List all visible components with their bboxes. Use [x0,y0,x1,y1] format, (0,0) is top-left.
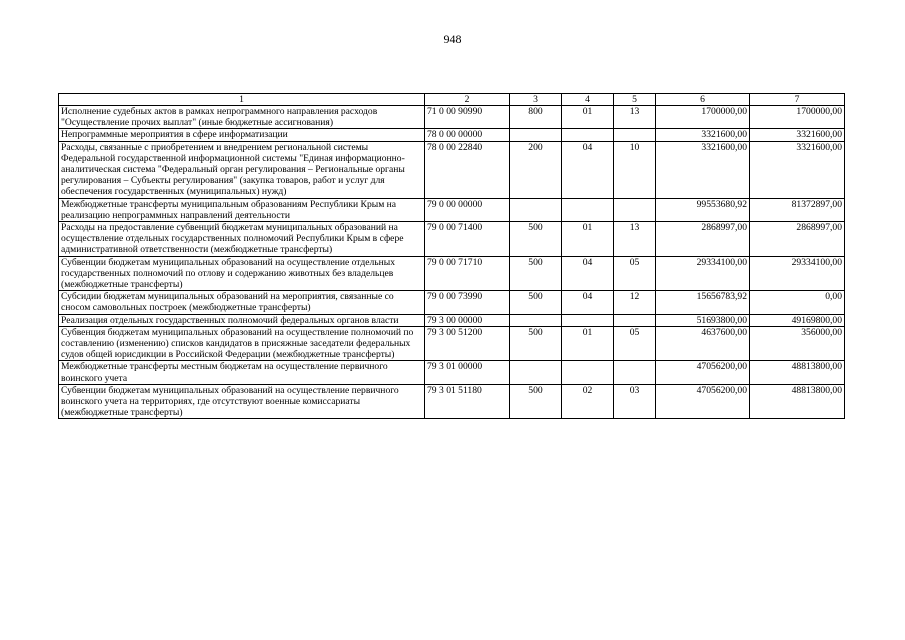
amount-year1-cell: 99553680,92 [656,198,750,221]
amount-year1-cell: 1700000,00 [656,106,750,129]
amount-year2-cell: 3321600,00 [750,141,845,198]
amount-year1-cell: 47056200,00 [656,361,750,384]
expense-type-cell [510,361,562,384]
subsection-cell: 12 [614,291,656,314]
expense-name-cell: Расходы, связанные с приобретением и внедрением региональной системы Федеральной государственной информационной системы "Единая информационно-аналитическая система "Федеральный орган регулирования – Региональные органы регулирования – Субъекты регулирования" (закупка товаров, работ и услуг для обеспечения государственных (муниципальных) нужд) [59,141,425,198]
section-cell: 01 [562,222,614,257]
subsection-cell: 05 [614,326,656,361]
target-code-cell: 78 0 00 22840 [425,141,510,198]
table-header [59,94,845,106]
header-cell-2: 2 [425,94,510,106]
target-code-cell: 78 0 00 00000 [425,129,510,141]
section-cell: 02 [562,384,614,419]
expense-type-cell: 500 [510,222,562,257]
table-row [59,326,845,361]
expense-name-cell: Исполнение судебных актов в рамках непрограммного направления расходов "Осуществление прочих выплат" (иные бюджетные ассигнования) [59,106,425,129]
expense-type-cell: 500 [510,256,562,291]
expense-name-cell: Межбюджетные трансферты местным бюджетам на осуществление первичного воинского учета [59,361,425,384]
target-code-cell: 79 3 00 51200 [425,326,510,361]
table-row [59,361,845,384]
header-row [59,94,845,106]
table-row [59,314,845,326]
amount-year2-cell: 356000,00 [750,326,845,361]
amount-year2-cell: 3321600,00 [750,129,845,141]
table-row [59,129,845,141]
subsection-cell: 10 [614,141,656,198]
target-code-cell: 79 0 00 73990 [425,291,510,314]
expense-name-cell: Расходы на предоставление субвенций бюджетам муниципальных образований на осуществление отдельных государственных полномочий Республики Крым в сфере административной ответственности (межбюджетные трансферты) [59,222,425,257]
expense-type-cell: 200 [510,141,562,198]
header-cell-6: 6 [656,94,750,106]
section-cell [562,361,614,384]
header-cell-4: 4 [562,94,614,106]
section-cell [562,198,614,221]
header-cell-5: 5 [614,94,656,106]
table-row [59,141,845,198]
table-row [59,106,845,129]
expense-type-cell: 500 [510,291,562,314]
amount-year2-cell: 29334100,00 [750,256,845,291]
amount-year2-cell: 2868997,00 [750,222,845,257]
target-code-cell: 79 0 00 71400 [425,222,510,257]
subsection-cell: 05 [614,256,656,291]
section-cell: 04 [562,141,614,198]
subsection-cell [614,129,656,141]
amount-year2-cell: 1700000,00 [750,106,845,129]
expense-name-cell: Субсидии бюджетам муниципальных образований на мероприятия, связанные со сносом самовольных построек (межбюджетные трансферты) [59,291,425,314]
subsection-cell [614,198,656,221]
expense-name-cell: Непрограммные мероприятия в сфере информатизации [59,129,425,141]
target-code-cell: 79 0 00 71710 [425,256,510,291]
expense-name-cell: Реализация отдельных государственных полномочий федеральных органов власти [59,314,425,326]
section-cell [562,314,614,326]
expense-type-cell [510,314,562,326]
target-code-cell: 79 0 00 00000 [425,198,510,221]
expense-name-cell: Межбюджетные трансферты муниципальным образованиям Республики Крым на реализацию непрограммных направлений деятельности [59,198,425,221]
amount-year1-cell: 15656783,92 [656,291,750,314]
amount-year2-cell: 48813800,00 [750,384,845,419]
expense-name-cell: Субвенции бюджетам муниципальных образований на осуществление отдельных государственных полномочий по отлову и содержанию животных без владельцев (межбюджетные трансферты) [59,256,425,291]
amount-year2-cell: 81372897,00 [750,198,845,221]
table-row [59,291,845,314]
amount-year1-cell: 2868997,00 [656,222,750,257]
amount-year1-cell: 29334100,00 [656,256,750,291]
target-code-cell: 79 3 00 00000 [425,314,510,326]
subsection-cell: 03 [614,384,656,419]
expense-type-cell [510,129,562,141]
table-row [59,384,845,419]
amount-year1-cell: 4637600,00 [656,326,750,361]
subsection-cell [614,361,656,384]
amount-year2-cell: 0,00 [750,291,845,314]
table-row [59,256,845,291]
section-cell [562,129,614,141]
header-cell-3: 3 [510,94,562,106]
amount-year2-cell: 48813800,00 [750,361,845,384]
expense-type-cell [510,198,562,221]
table-row [59,222,845,257]
header-cell-1: 1 [59,94,425,106]
target-code-cell: 79 3 01 00000 [425,361,510,384]
subsection-cell: 13 [614,106,656,129]
table-row [59,198,845,221]
section-cell: 04 [562,256,614,291]
section-cell: 04 [562,291,614,314]
amount-year2-cell: 49169800,00 [750,314,845,326]
amount-year1-cell: 47056200,00 [656,384,750,419]
target-code-cell: 79 3 01 51180 [425,384,510,419]
header-cell-7: 7 [750,94,845,106]
expense-type-cell: 500 [510,326,562,361]
expense-type-cell: 500 [510,384,562,419]
expense-name-cell: Субвенция бюджетам муниципальных образований на осуществление полномочий по составлению (изменению) списков кандидатов в присяжные заседатели федеральных судов общей юрисдикции в Российской Федерации (межбюджетные трансферты) [59,326,425,361]
subsection-cell [614,314,656,326]
target-code-cell: 71 0 00 90990 [425,106,510,129]
page-number: 948 [443,32,462,46]
subsection-cell: 13 [614,222,656,257]
expense-type-cell: 800 [510,106,562,129]
expense-name-cell: Субвенции бюджетам муниципальных образований на осуществление первичного воинского учета на территориях, где отсутствуют военные комиссариаты (межбюджетные трансферты) [59,384,425,419]
budget-table [58,93,845,419]
section-cell: 01 [562,106,614,129]
table-body [59,106,845,419]
section-cell: 01 [562,326,614,361]
amount-year1-cell: 3321600,00 [656,129,750,141]
amount-year1-cell: 51693800,00 [656,314,750,326]
amount-year1-cell: 3321600,00 [656,141,750,198]
